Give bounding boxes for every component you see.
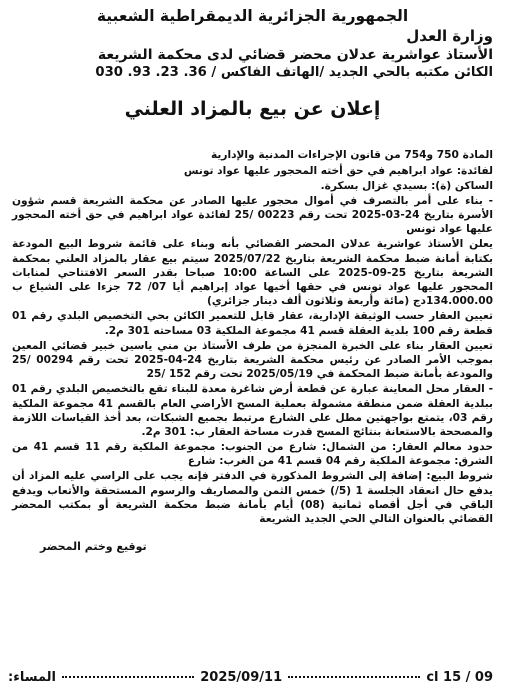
bailiff-heading: الأستاذ عواشرية عدلان محضر قضائي لدى محكمة الشريعة [97, 47, 493, 64]
dotted-separator [62, 676, 194, 678]
bailiff-signature: توقيع وختم المحضر [40, 540, 147, 554]
newspaper-footer [0, 664, 507, 690]
ministry-heading: وزارة العدل [406, 26, 493, 45]
residence: الساكن (ة): بسيدي غزال بسكرة. [320, 179, 493, 192]
property-inspection: - العقار محل المعاينة عبارة عن قطعة أرض شاغرة معدة للبناء تقع بالتخصيص البلدي رقم 01 ببلدية العقلة ضمن منطقة مشمولة بعملية المسح الأراضي العام بالقسم 41 مجموعة الملكية رقم 03، يتمتع بواجهتين مطل على الشارع مرتبط بجميع الشبكات، بعد أخذ القياسات اللازمة والمصححة بالاستعانة بنتائج المسح قدرت مساحة العقار ب: 301 م2. [12, 383, 494, 438]
publication-date: 2025/09/11 [200, 669, 283, 685]
reference-code: cl 15 / 09 [426, 669, 494, 685]
newspaper-name: المساء: [8, 669, 57, 685]
republic-heading: الجمهورية الجزائرية الديمقراطية الشعبية [96, 7, 409, 25]
sale-announcement: يعلن الأستاذ عواشرية عدلان المحضر القضائي بأنه وبناء على قائمة شروط البيع المودعة بكتابة أمانة ضبط محكمة الشريعة بتاريخ 2025/07/22 سيتم بيع عقار بالمزاد العلني بمحكمة الشريعة بتاريخ 25-09-2025 على الساعة 10:00 صباحا بقدر السعر الافتتاحي لمنابات المحجور عليها عواد تونس في حقها أخيها عواد إبراهيم أيا 07/ 72 جزءا على الشياع ب 134.000.00دج (مائة وأربعة وثلاثون ألف دينار جزائري) [12, 238, 494, 308]
sale-conditions: شروط البيع: إضافة إلى الشروط المذكورة في الدفتر فإنه يجب على الراسي عليه المزاد أن يدفع حال انعقاد الجلسة 1 (5/) خمس الثمن والمصاريف والرسوم المستحقة والأتعاب ويدفع الباقي في أجل أقصاه ثمانية (08) أيام بأمانة ضبط محكمة الشريعة أو بمكتب المحضر القضائي بالعنوان التالي الحي الجديد الشريعة [12, 470, 493, 526]
legal-basis: المادة 750 و754 من قانون الإجراءات المدنية والإدارية [210, 149, 493, 162]
beneficiary: لفائدة: عواد ابراهيم في حق أخته المحجور عليها عواد تونس [183, 164, 493, 177]
announcement-body [12, 148, 493, 526]
dotted-separator-2 [288, 676, 420, 678]
page-title: إعلان عن بيع بالمزاد العلني [124, 98, 381, 121]
address-heading: الكائن مكتبه بالحي الجديد /الهاتف الفاكس / 36. 23. 93. 030 [95, 65, 493, 81]
property-boundaries: حدود معالم العقار: من الشمال: شارع من الجنوب: مجموعة الملكية رقم 11 قسم 41 من الشرق: مجموعة الملكية رقم 04 قسم 41 من الغرب: شارع [12, 441, 494, 468]
court-order: - بناء على أمر بالتصرف في أموال محجور عليها الصادر عن محكمة الشريعة قسم شؤون الأسرة بتاريخ 24-03-2025 تحت رقم 00223 /25 لفائدة عواد ابراهيم في حق أخته المحجور عليها عواد تونس [12, 194, 493, 236]
property-admin-description: تعيين العقار حسب الوثيقة الإدارية، عقار قابل للتعمير الكائن بحي التخصيص البلدي رقم 01 قطعة رقم 100 بلدية العقلة قسم 41 مجموعة الملكية 03 مساحته 301 م2. [12, 310, 493, 337]
expert-report: تعيين العقار بناء على الخبرة المنجزة من طرف الأستاذ بن مني ياسين خبير قضائي المعين بموجب الأمر الصادر عن رئيس محكمة الشريعة بتاريخ 24-04-2025 تحت رقم 00294 /25 والمودعة بأمانة ضبط المحكمة في 2025/05/19 تحت رقم 152 /25 [12, 339, 493, 381]
